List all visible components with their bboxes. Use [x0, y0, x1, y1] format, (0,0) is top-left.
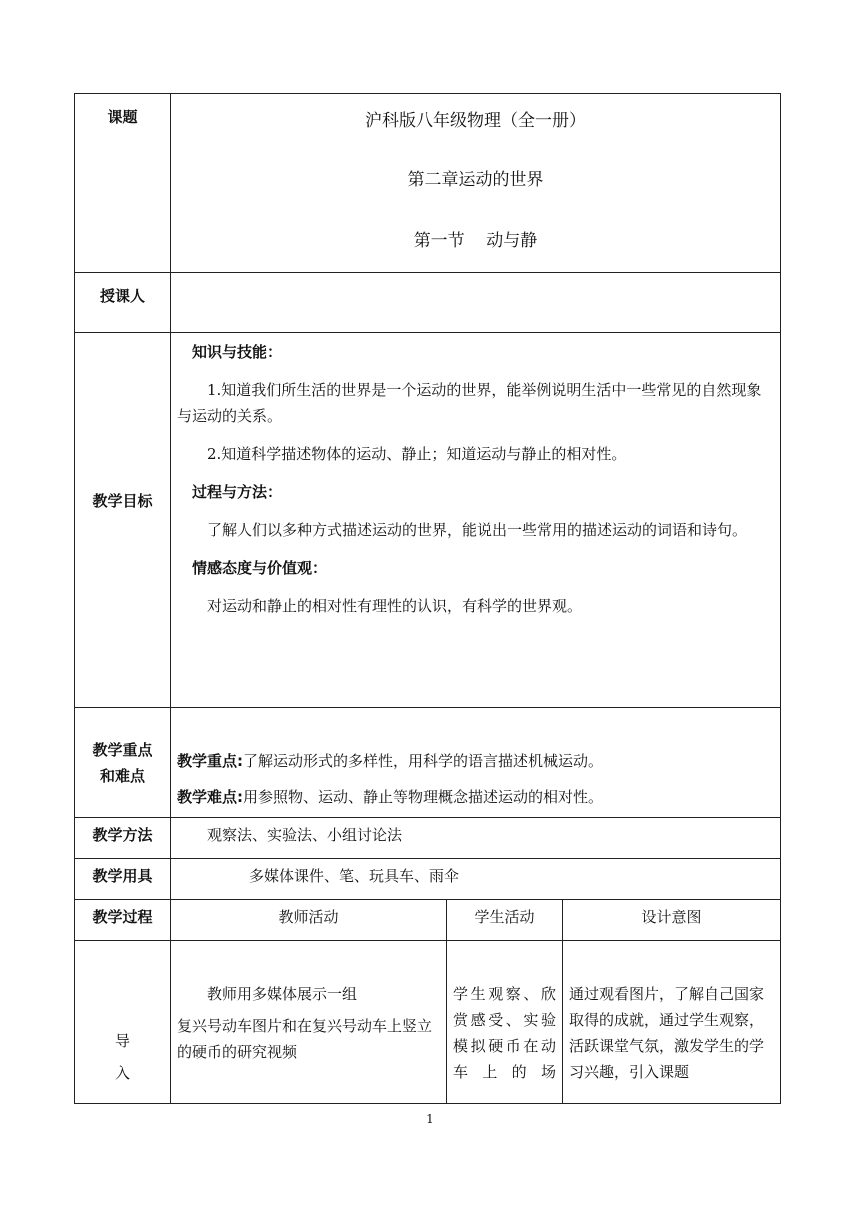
- objectives-row: [75, 333, 781, 708]
- intro-teacher-line-2: 复兴号动车图片和在复兴号动车上竖立的硬币的研究视频: [177, 1017, 433, 1061]
- method-row: [75, 818, 781, 859]
- page-number: 1: [426, 1112, 434, 1126]
- tools-label: 教学用具: [75, 859, 171, 900]
- intro-teacher-activity: [171, 941, 447, 1104]
- tools-row: [75, 859, 781, 900]
- chapter-title: 第二章运动的世界: [407, 170, 544, 190]
- emotion-heading: 情感态度与价值观：: [192, 559, 328, 577]
- intro-student-text: 学生观察、欣赏感受、实验模拟硬币在动车上的场: [453, 985, 556, 1081]
- lecturer-label: 授课人: [75, 273, 171, 333]
- col-teacher-header: 教师活动: [171, 900, 447, 941]
- book-title: 沪科版八年级物理（全一册）: [365, 111, 586, 131]
- intro-row: [75, 941, 781, 1104]
- intro-label-1: 导: [114, 1032, 130, 1050]
- process-header-row: [75, 900, 781, 941]
- topic-label: 课题: [75, 94, 171, 273]
- emotion-item-1: 对运动和静止的相对性有理性的认识，有科学的世界观。: [207, 597, 583, 615]
- key-points-label-line1: 教学重点: [92, 740, 153, 759]
- key-points-row: [75, 708, 781, 818]
- difficulty-text: 用参照物、运动、静止等物理概念描述运动的相对性。: [243, 788, 604, 806]
- objectives-content: [171, 333, 781, 708]
- objectives-label: 教学目标: [75, 333, 171, 708]
- difficulty-line: [177, 784, 774, 810]
- intro-design-text: 通过观看图片，了解自己国家取得的成就，通过学生观察，活跃课堂气氛，激发学生的学习兴趣，引入课题: [569, 985, 765, 1081]
- intro-label-2: 入: [114, 1064, 130, 1082]
- lesson-plan-table: [74, 93, 781, 1104]
- intro-label: [75, 941, 171, 1104]
- topic-row: [75, 94, 781, 273]
- process-label: 教学过程: [75, 900, 171, 941]
- intro-teacher-line-1: 教师用多媒体展示一组: [207, 985, 358, 1003]
- focus-label: 教学重点:: [177, 752, 243, 770]
- lecturer-row: [75, 273, 781, 333]
- difficulty-label: 教学难点:: [177, 788, 243, 806]
- knowledge-item-2: 2.知道科学描述物体的运动、静止；知道运动与静止的相对性。: [207, 445, 627, 463]
- process-item-1: 了解人们以多种方式描述运动的世界，能说出一些常用的描述运动的词语和诗句。: [207, 521, 748, 539]
- lecturer-value: [171, 273, 781, 333]
- key-points-label: [75, 708, 171, 818]
- section-title: 第一节 动与静: [413, 231, 538, 251]
- intro-student-activity: [447, 941, 563, 1104]
- knowledge-item-1: 1.知道我们所生活的世界是一个运动的世界，能举例说明生活中一些常见的自然现象与运动的关系。: [177, 381, 762, 425]
- tools-value: 多媒体课件、笔、玩具车、雨伞: [171, 859, 781, 900]
- process-heading: 过程与方法：: [192, 483, 283, 501]
- col-design-header: 设计意图: [563, 900, 781, 941]
- key-points-label-line2: 和难点: [99, 766, 145, 785]
- topic-content: [171, 94, 781, 273]
- focus-text: 了解运动形式的多样性，用科学的语言描述机械运动。: [243, 752, 604, 770]
- intro-design-intent: [563, 941, 781, 1104]
- key-points-content: [171, 708, 781, 818]
- method-value: 观察法、实验法、小组讨论法: [171, 818, 781, 859]
- knowledge-heading: 知识与技能：: [192, 343, 283, 361]
- col-student-header: 学生活动: [447, 900, 563, 941]
- focus-line: [177, 748, 774, 774]
- method-label: 教学方法: [75, 818, 171, 859]
